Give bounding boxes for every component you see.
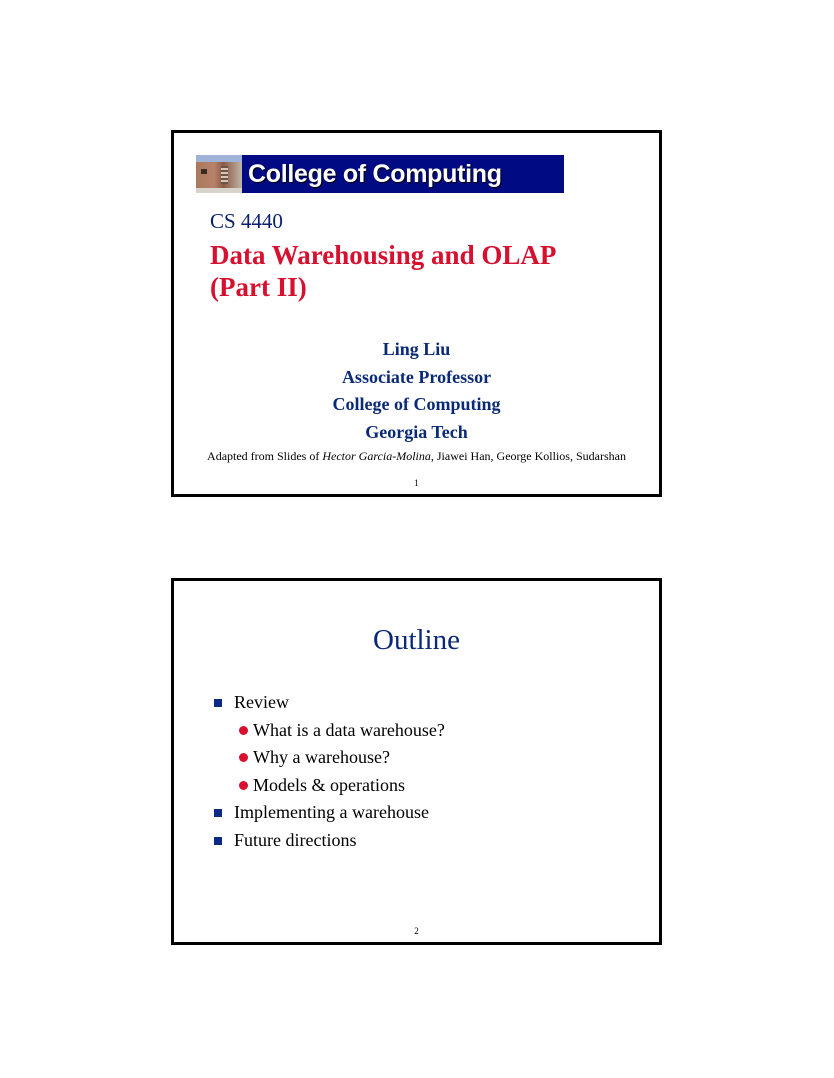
list-item-text: What is a data warehouse? bbox=[253, 719, 445, 740]
list-item-text: Why a warehouse? bbox=[253, 747, 390, 768]
page-number: 1 bbox=[414, 478, 419, 488]
building-photo-icon bbox=[196, 155, 242, 193]
list-item bbox=[214, 744, 445, 772]
credits-suffix: , Jiawei Han, George Kollios, Sudarshan bbox=[430, 449, 626, 463]
list-item-text: Future directions bbox=[234, 829, 357, 850]
list-item-text: Models & operations bbox=[253, 774, 405, 795]
list-item bbox=[214, 799, 445, 827]
title-line-2: (Part II) bbox=[210, 272, 307, 302]
dot-bullet-icon bbox=[239, 753, 248, 762]
list-item bbox=[214, 689, 445, 717]
outline-list bbox=[214, 689, 445, 855]
author-name: Ling Liu bbox=[382, 339, 451, 359]
page-number: 2 bbox=[414, 926, 419, 936]
outline-title: Outline bbox=[373, 624, 460, 656]
dot-bullet-icon bbox=[239, 726, 248, 735]
list-item bbox=[214, 717, 445, 745]
slide-1 bbox=[171, 130, 662, 497]
college-of-computing-banner bbox=[196, 155, 564, 193]
credits-prefix: Adapted from Slides of bbox=[207, 449, 323, 463]
author-position: Associate Professor bbox=[341, 366, 492, 387]
author-block bbox=[174, 336, 659, 446]
square-bullet-icon bbox=[214, 809, 222, 817]
slide-2 bbox=[171, 578, 662, 945]
slide-title bbox=[210, 239, 556, 303]
list-item bbox=[214, 772, 445, 800]
square-bullet-icon bbox=[214, 699, 222, 707]
dot-bullet-icon bbox=[239, 781, 248, 790]
list-item-text: Implementing a warehouse bbox=[234, 802, 429, 823]
list-item-text: Review bbox=[234, 692, 289, 712]
credits-line bbox=[174, 449, 659, 464]
list-item bbox=[214, 827, 445, 855]
square-bullet-icon bbox=[214, 837, 222, 845]
author-department: College of Computing bbox=[332, 394, 501, 414]
course-code: CS 4440 bbox=[210, 209, 283, 233]
author-institution: Georgia Tech bbox=[365, 421, 468, 442]
credits-italic-name: Hector Garcia-Molina bbox=[322, 449, 431, 463]
banner-text: College of Computing bbox=[242, 155, 564, 193]
title-line-1: Data Warehousing and OLAP bbox=[210, 240, 557, 270]
